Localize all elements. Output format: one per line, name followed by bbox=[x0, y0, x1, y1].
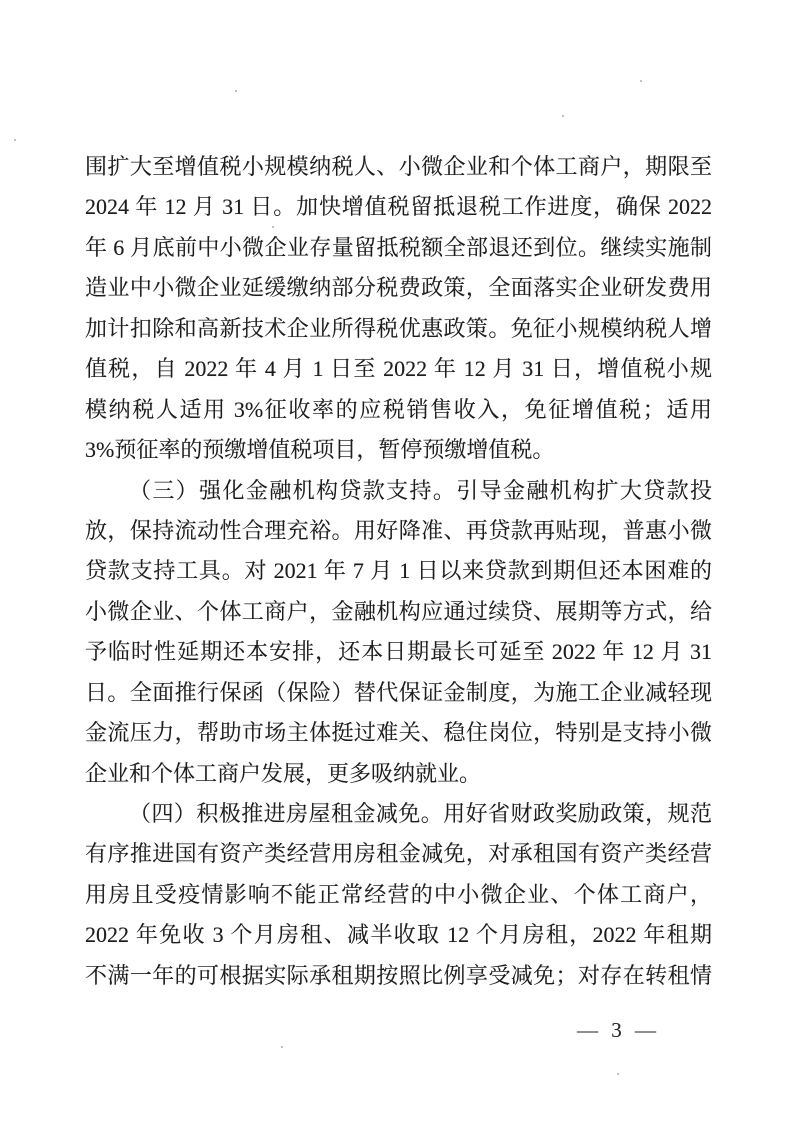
text-line: 有序推进国有资产类经营用房租金减免，对承租国有资产类经营 bbox=[85, 841, 712, 867]
document-text bbox=[85, 147, 712, 996]
scan-speck bbox=[617, 1073, 619, 1075]
text-line: 小微企业、个体工商户，金融机构应通过续贷、展期等方式，给 bbox=[85, 598, 712, 624]
text-line: （三）强化金融机构贷款支持。引导金融机构扩大贷款投 bbox=[129, 477, 712, 503]
text-line: 日。全面推行保函（保险）替代保证金制度，为施工企业减轻现 bbox=[85, 679, 712, 705]
scan-speck bbox=[235, 90, 237, 92]
text-line: 围扩大至增值税小规模纳税人、小微企业和个体工商户，期限至 bbox=[85, 154, 712, 179]
text-line: 放，保持流动性合理充裕。用好降准、再贷款再贴现，普惠小微 bbox=[85, 517, 712, 543]
text-line: 贷款支持工具。对 2021 年 7 月 1 日以来贷款到期但还本困难的 bbox=[85, 558, 712, 584]
text-line: 2022 年免收 3 个月房租、减半收取 12 个月房租，2022 年租期 bbox=[85, 922, 712, 948]
text-line: 用房且受疫情影响不能正常经营的中小微企业、个体工商户， bbox=[85, 881, 712, 907]
page-number: — 3 — bbox=[577, 1018, 660, 1042]
text-line: 不满一年的可根据实际承租期按照比例享受减免；对存在转租情 bbox=[85, 962, 712, 988]
text-line: 模纳税人适用 3%征收率的应税销售收入，免征增值税；适用 bbox=[85, 396, 712, 422]
text-line: （四）积极推进房屋租金减免。用好省财政奖励政策，规范 bbox=[129, 801, 712, 826]
text-line: 3%预征率的预缴增值税项目，暂停预缴增值税。 bbox=[85, 437, 555, 463]
scan-speck bbox=[14, 139, 16, 141]
text-line: 加计扣除和高新技术企业所得税优惠政策。免征小规模纳税人增 bbox=[85, 315, 712, 341]
text-line: 金流压力，帮助市场主体挺过难关、稳住岗位，特别是支持小微 bbox=[85, 720, 712, 746]
scan-speck bbox=[281, 1046, 283, 1048]
text-line: 予临时性延期还本安排，还本日期最长可延至 2022 年 12 月 31 bbox=[85, 639, 712, 665]
text-line: 造业中小微企业延缓缴纳部分税费政策，全面落实企业研发费用 bbox=[85, 275, 712, 301]
text-line: 值税，自 2022 年 4 月 1 日至 2022 年 12 月 31 日，增值税小规 bbox=[85, 356, 712, 382]
text-line: 2024 年 12 月 31 日。加快增值税留抵退税工作进度，确保 2022 bbox=[85, 194, 712, 220]
scan-speck bbox=[640, 80, 642, 82]
text-line: 年 6 月底前中小微企业存量留抵税额全部退还到位。继续实施制 bbox=[85, 234, 712, 260]
scan-speck bbox=[562, 115, 564, 117]
text-line: 企业和个体工商户发展，更多吸纳就业。 bbox=[85, 760, 482, 786]
